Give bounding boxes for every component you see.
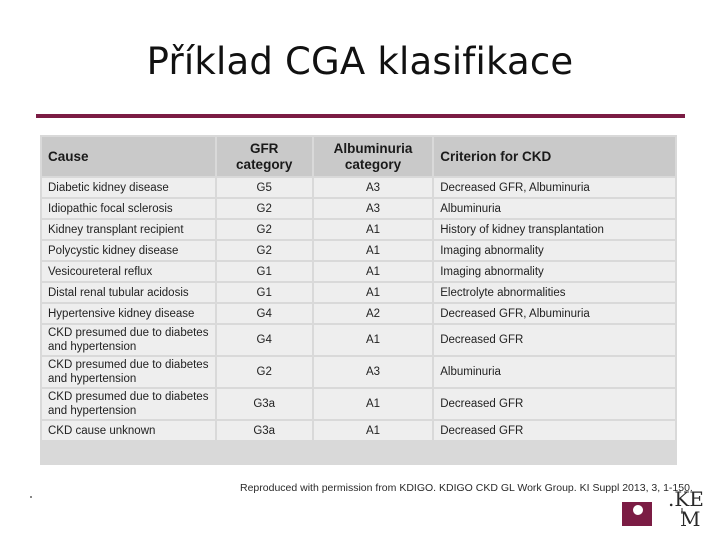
cell-criterion: Electrolyte abnormalities (434, 283, 675, 302)
cell-gfr: G3a (217, 421, 312, 440)
cell-cause: Idiopathic focal sclerosis (42, 199, 215, 218)
cell-cause: Distal renal tubular acidosis (42, 283, 215, 302)
cell-criterion: Decreased GFR, Albuminuria (434, 304, 675, 323)
table-row (42, 304, 675, 323)
header-criterion: Criterion for CKD (434, 137, 675, 176)
cell-cause: Hypertensive kidney disease (42, 304, 215, 323)
cell-gfr: G1 (217, 283, 312, 302)
table-row (42, 178, 675, 197)
cell-gfr: G2 (217, 199, 312, 218)
logo-graphic (620, 486, 708, 528)
header-cause: Cause (42, 137, 215, 176)
cell-cause: CKD presumed due to diabetes and hypertension (42, 357, 215, 387)
cell-albuminuria: A1 (314, 325, 432, 355)
cell-albuminuria: A3 (314, 178, 432, 197)
cell-cause: Diabetic kidney disease (42, 178, 215, 197)
cell-albuminuria: A1 (314, 220, 432, 239)
cell-albuminuria: A1 (314, 241, 432, 260)
cga-table-container (40, 135, 677, 465)
title-divider (36, 114, 685, 118)
cell-albuminuria: A1 (314, 421, 432, 440)
logo-text-bottom: M (680, 507, 701, 528)
header-gfr-category: GFR category (217, 137, 312, 176)
cell-criterion: Imaging abnormality (434, 241, 675, 260)
source-caption: Reproduced with permission from KDIGO. KDIGO CKD GL Work Group. KI Suppl 2013, 3, 1-150. (240, 482, 693, 494)
cell-gfr: G2 (217, 220, 312, 239)
cell-criterion: Albuminuria (434, 357, 675, 387)
cell-gfr: G4 (217, 304, 312, 323)
cell-criterion: History of kidney transplantation (434, 220, 675, 239)
table-row (42, 220, 675, 239)
logo-text-top: .KE (668, 487, 704, 511)
cga-classification-table (40, 135, 677, 442)
cell-criterion: Decreased GFR (434, 421, 675, 440)
cell-gfr: G4 (217, 325, 312, 355)
cell-cause: Kidney transplant recipient (42, 220, 215, 239)
cell-cause: CKD presumed due to diabetes and hypertension (42, 325, 215, 355)
cell-cause: CKD cause unknown (42, 421, 215, 440)
cell-criterion: Decreased GFR (434, 389, 675, 419)
table-row (42, 241, 675, 260)
cell-albuminuria: A1 (314, 389, 432, 419)
cell-criterion: Imaging abnormality (434, 262, 675, 281)
table-row (42, 357, 675, 387)
cell-cause: CKD presumed due to diabetes and hypertension (42, 389, 215, 419)
cell-albuminuria: A1 (314, 262, 432, 281)
cell-albuminuria: A1 (314, 283, 432, 302)
cell-criterion: Decreased GFR (434, 325, 675, 355)
table-header-row (42, 137, 675, 176)
cell-albuminuria: A3 (314, 199, 432, 218)
cell-gfr: G2 (217, 241, 312, 260)
slide-marker-dot (30, 496, 32, 498)
table-row (42, 389, 675, 419)
logo-mark (633, 505, 643, 515)
table-row (42, 283, 675, 302)
cell-albuminuria: A2 (314, 304, 432, 323)
cell-cause: Polycystic kidney disease (42, 241, 215, 260)
table-row (42, 325, 675, 355)
cell-gfr: G1 (217, 262, 312, 281)
table-row (42, 421, 675, 440)
cell-criterion: Decreased GFR, Albuminuria (434, 178, 675, 197)
table-row (42, 199, 675, 218)
slide-title: Příklad CGA klasifikace (146, 40, 574, 83)
cell-gfr: G3a (217, 389, 312, 419)
cell-albuminuria: A3 (314, 357, 432, 387)
cell-cause: Vesicoureteral reflux (42, 262, 215, 281)
institution-logo (620, 486, 708, 528)
table-row (42, 262, 675, 281)
cell-gfr: G5 (217, 178, 312, 197)
cell-criterion: Albuminuria (434, 199, 675, 218)
header-albuminuria-category: Albuminuria category (314, 137, 432, 176)
cell-gfr: G2 (217, 357, 312, 387)
